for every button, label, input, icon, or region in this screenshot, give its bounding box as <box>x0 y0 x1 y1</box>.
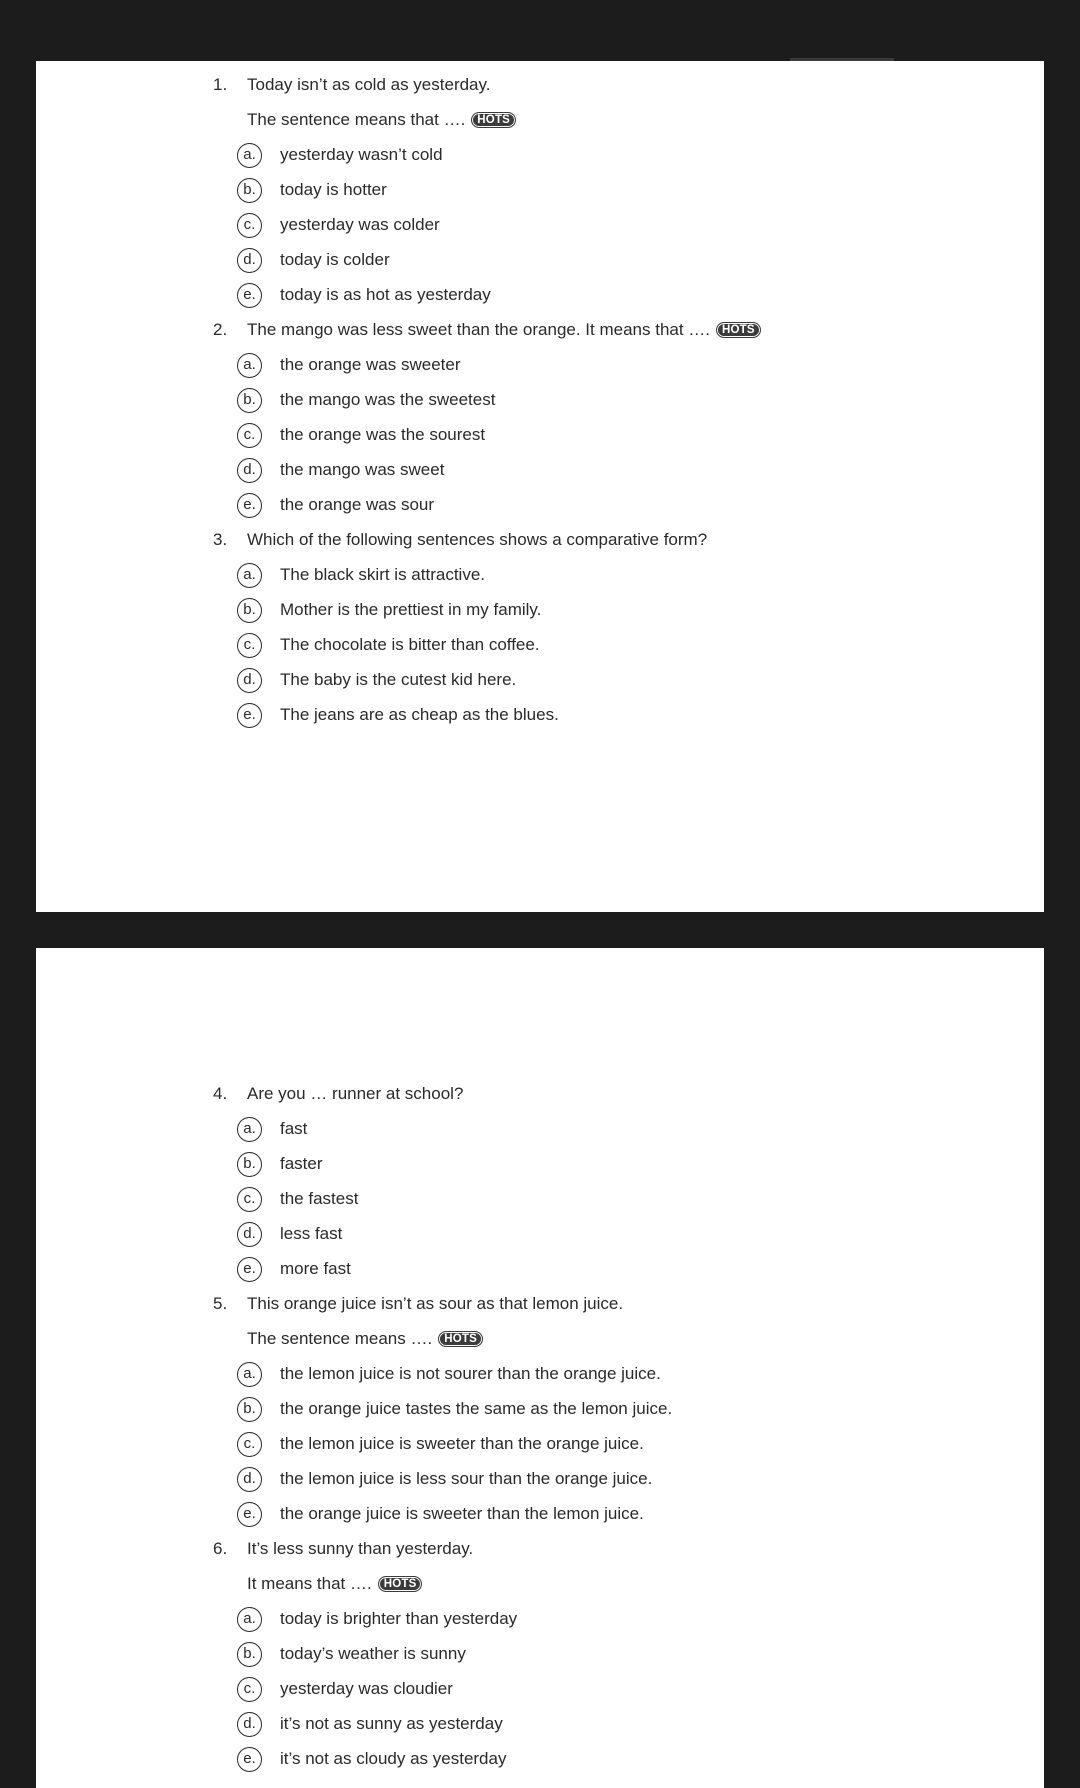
option-letter-b[interactable]: b. <box>237 1642 262 1667</box>
option-letter-e[interactable]: e. <box>237 493 262 518</box>
option-letter-c[interactable]: c. <box>237 1187 262 1212</box>
question-text: Which of the following sentences shows a comparative form? <box>247 530 708 549</box>
option-text-e[interactable]: The jeans are as cheap as the blues. <box>280 705 559 724</box>
option-letter-e[interactable]: e. <box>237 283 262 308</box>
option-letter-c[interactable]: c. <box>237 213 262 238</box>
option-text-d[interactable]: less fast <box>280 1224 343 1243</box>
option-letter-d[interactable]: d. <box>237 1222 262 1247</box>
option-letter-c[interactable]: c. <box>237 1432 262 1457</box>
option-text-d[interactable]: The baby is the cutest kid here. <box>280 670 517 689</box>
question-subtext-label: The sentence means …. <box>247 1329 433 1348</box>
option-text-b[interactable]: Mother is the prettiest in my family. <box>280 600 542 619</box>
option-text-d[interactable]: today is colder <box>280 250 390 269</box>
option-text-e[interactable]: more fast <box>280 1259 351 1278</box>
option-letter-e[interactable]: e. <box>237 1747 262 1772</box>
option-letter-d[interactable]: d. <box>237 458 262 483</box>
question-subtext-label: The sentence means that …. <box>247 110 466 129</box>
document-page-2 <box>36 948 1044 1788</box>
question-text-label: The mango was less sweet than the orange. It means that …. <box>247 320 711 339</box>
option-text-e[interactable]: the orange was sour <box>280 495 435 514</box>
option-text-d[interactable]: the lemon juice is less sour than the orange juice. <box>280 1469 653 1488</box>
question-subtext <box>247 108 516 132</box>
option-text-c[interactable]: the orange was the sourest <box>280 425 486 444</box>
option-letter-d[interactable]: d. <box>237 1712 262 1737</box>
question-number: 1. <box>213 75 228 94</box>
option-text-c[interactable]: yesterday was cloudier <box>280 1679 453 1698</box>
option-text-b[interactable]: today’s weather is sunny <box>280 1644 466 1663</box>
option-text-e[interactable]: today is as hot as yesterday <box>280 285 491 304</box>
question-subtext-label: It means that …. <box>247 1574 372 1593</box>
option-letter-b[interactable]: b. <box>237 1152 262 1177</box>
option-letter-b[interactable]: b. <box>237 598 262 623</box>
question-subtext <box>247 1572 422 1596</box>
option-letter-b[interactable]: b. <box>237 1397 262 1422</box>
hots-badge: HOTS <box>438 1331 483 1347</box>
hots-badge: HOTS <box>471 112 516 128</box>
option-text-b[interactable]: faster <box>280 1154 323 1173</box>
option-letter-a[interactable]: a. <box>237 1607 262 1632</box>
option-text-a[interactable]: fast <box>280 1119 308 1138</box>
option-letter-c[interactable]: c. <box>237 423 262 448</box>
option-text-a[interactable]: the orange was sweeter <box>280 355 461 374</box>
question-text: Are you … runner at school? <box>247 1084 464 1103</box>
option-letter-d[interactable]: d. <box>237 1467 262 1492</box>
question-text: This orange juice isn’t as sour as that lemon juice. <box>247 1294 624 1313</box>
option-letter-a[interactable]: a. <box>237 563 262 588</box>
option-letter-a[interactable]: a. <box>237 143 262 168</box>
question-number: 6. <box>213 1539 228 1558</box>
option-letter-a[interactable]: a. <box>237 1117 262 1142</box>
option-letter-a[interactable]: a. <box>237 353 262 378</box>
document-page-1 <box>36 61 1044 912</box>
question-subtext <box>247 1327 483 1351</box>
question-number: 3. <box>213 530 228 549</box>
option-text-c[interactable]: the fastest <box>280 1189 359 1208</box>
option-text-c[interactable]: yesterday was colder <box>280 215 440 234</box>
option-letter-c[interactable]: c. <box>237 1677 262 1702</box>
option-letter-b[interactable]: b. <box>237 388 262 413</box>
question-number: 2. <box>213 320 228 339</box>
option-letter-d[interactable]: d. <box>237 248 262 273</box>
option-letter-e[interactable]: e. <box>237 1502 262 1527</box>
option-letter-a[interactable]: a. <box>237 1362 262 1387</box>
question-number: 4. <box>213 1084 228 1103</box>
option-letter-e[interactable]: e. <box>237 1257 262 1282</box>
option-text-d[interactable]: the mango was sweet <box>280 460 445 479</box>
option-text-d[interactable]: it’s not as sunny as yesterday <box>280 1714 503 1733</box>
option-text-a[interactable]: yesterday wasn’t cold <box>280 145 443 164</box>
option-letter-c[interactable]: c. <box>237 633 262 658</box>
option-text-c[interactable]: The chocolate is bitter than coffee. <box>280 635 540 654</box>
option-text-b[interactable]: the mango was the sweetest <box>280 390 496 409</box>
question-number: 5. <box>213 1294 228 1313</box>
option-text-e[interactable]: the orange juice is sweeter than the lemon juice. <box>280 1504 644 1523</box>
option-text-c[interactable]: the lemon juice is sweeter than the orange juice. <box>280 1434 644 1453</box>
option-text-b[interactable]: the orange juice tastes the same as the lemon juice. <box>280 1399 673 1418</box>
question-text: Today isn’t as cold as yesterday. <box>247 75 491 94</box>
option-letter-b[interactable]: b. <box>237 178 262 203</box>
option-letter-e[interactable]: e. <box>237 703 262 728</box>
option-text-e[interactable]: it’s not as cloudy as yesterday <box>280 1749 507 1768</box>
option-text-a[interactable]: the lemon juice is not sourer than the orange juice. <box>280 1364 661 1383</box>
hots-badge: HOTS <box>716 322 761 338</box>
question-text <box>247 318 761 342</box>
hots-badge: HOTS <box>378 1576 423 1592</box>
option-text-b[interactable]: today is hotter <box>280 180 387 199</box>
question-text: It’s less sunny than yesterday. <box>247 1539 474 1558</box>
option-text-a[interactable]: today is brighter than yesterday <box>280 1609 518 1628</box>
option-letter-d[interactable]: d. <box>237 668 262 693</box>
option-text-a[interactable]: The black skirt is attractive. <box>280 565 486 584</box>
